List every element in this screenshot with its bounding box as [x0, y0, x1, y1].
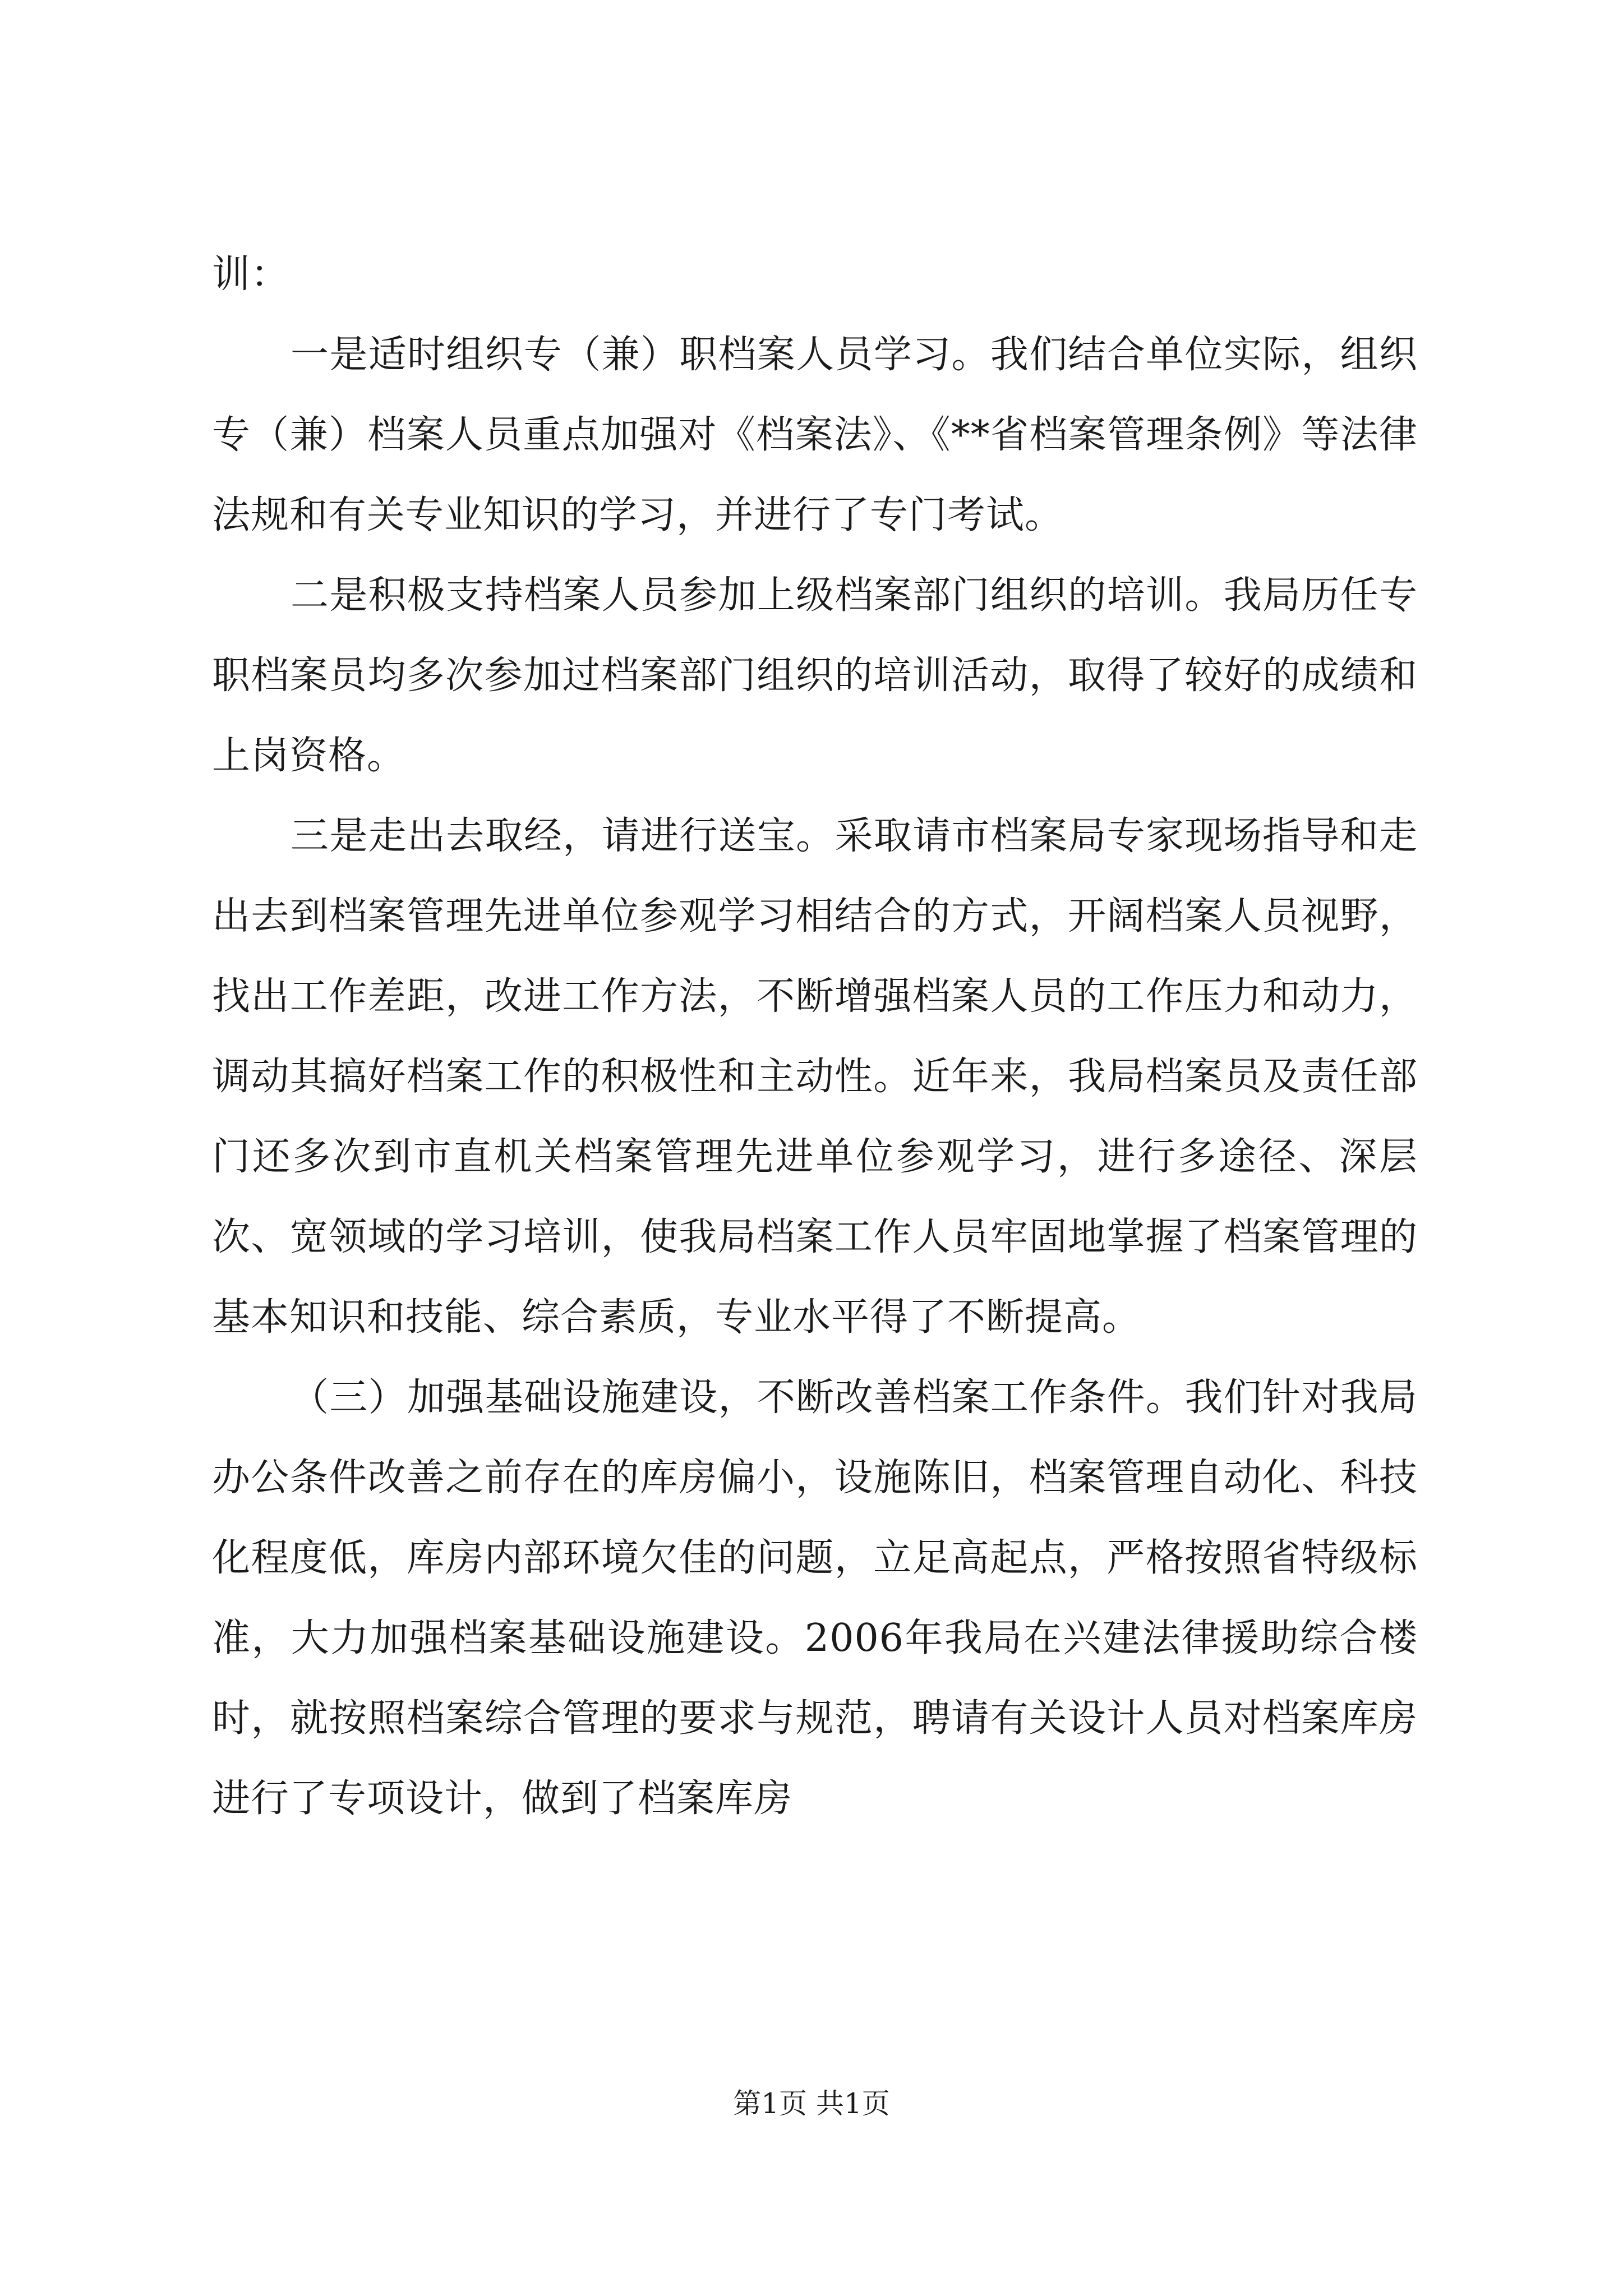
paragraph-section-three: （三）加强基础设施建设，不断改善档案工作条件。我们针对我局办公条件改善之前存在的库房偏小，设施陈旧，档案管理自动化、科技化程度低，库房内部环境欠佳的问题，立足高起点，严格按照省特级标准，大力加强档案基础设施建设。2006年我局在兴建法律援助综合楼时，就按照档案综合管理的要求与规范，聘请有关设计人员对档案库房进行了专项设计，做到了档案库房	[212, 1375, 1418, 1821]
paragraph-item-two: 二是积极支持档案人员参加上级档案部门组织的培训。我局历任专职档案员均多次参加过档案部门组织的培训活动，取得了较好的成绩和上岗资格。	[212, 573, 1418, 778]
document-body	[212, 234, 1418, 1839]
paragraph-item-one: 一是适时组织专（兼）职档案人员学习。我们结合单位实际，组织专（兼）档案人员重点加强对《档案法》、《**省档案管理条例》等法律法规和有关专业知识的学习，并进行了专门考试。	[212, 333, 1418, 537]
page-footer: 第1页 共1页	[733, 2087, 890, 2120]
paragraph-item-three: 三是走出去取经，请进行送宝。采取请市档案局专家现场指导和走出去到档案管理先进单位参观学习相结合的方式，开阔档案人员视野，找出工作差距，改进工作方法，不断增强档案人员的工作压力和动力，调动其搞好档案工作的积极性和主动性。近年来，我局档案员及责任部门还多次到市直机关档案管理先进单位参观学习，进行多途径、深层次、宽领域的学习培训，使我局档案工作人员牢固地掌握了档案管理的基本知识和技能、综合素质，专业水平得了不断提高。	[212, 814, 1418, 1340]
paragraph-continuation: 训：	[212, 252, 290, 297]
